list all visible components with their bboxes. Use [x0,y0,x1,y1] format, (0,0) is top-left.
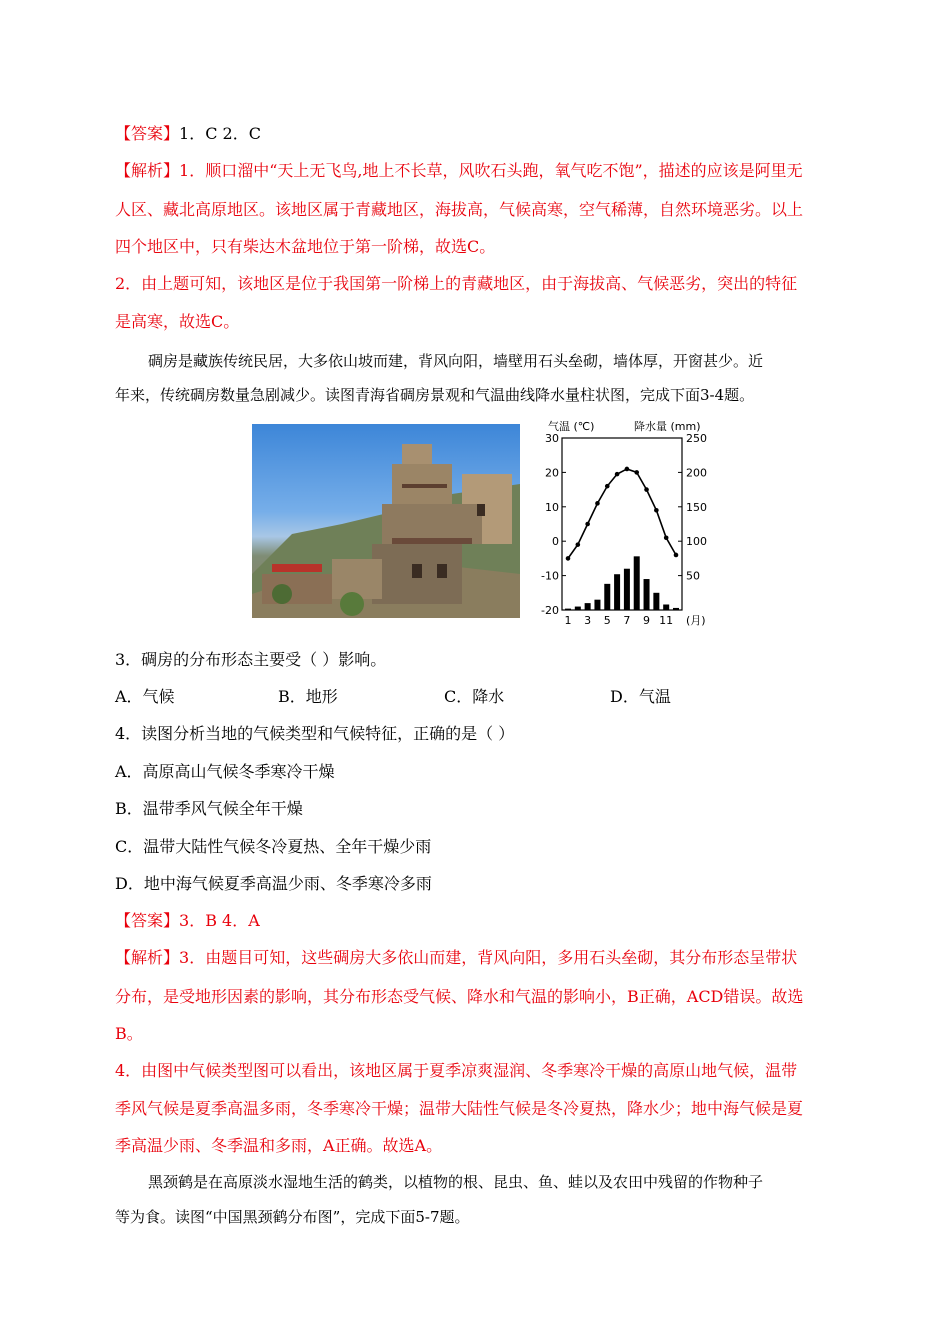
temp-tick-label: 30 [545,432,559,445]
analysis-1-line-2: 人区、藏北高原地区。该地区属于青藏地区，海拔高，气候高寒，空气稀薄，自然环境恶劣。以上 [115,200,804,219]
answer-text: 3．B 4．A [179,911,260,930]
analysis-text: 1．顺口溜中“天上无飞鸟,地上不长草，风吹石头跑，氧气吃不饱”，描述的应该是阿里无 [179,161,803,180]
analysis-2-line-4: 4．由图中气候类型图可以看出，该地区属于夏季凉爽湿润、冬季寒冷干燥的高原山地气候，温带 [115,1061,798,1080]
answer-2 [115,908,840,931]
month-tick-label: 11 [659,614,674,627]
diaofang-photo [252,424,520,618]
precipitation-bar [663,604,669,610]
temperature-point [625,467,630,472]
precipitation-bar [575,607,581,610]
temperature-point [644,487,649,492]
temperature-point [605,484,610,489]
answer-1 [115,121,840,144]
precip-tick-label: 150 [686,500,707,514]
analysis-2-line-6: 季高温少雨、冬季温和多雨，A正确。故选A。 [115,1136,443,1155]
q4-option-c[interactable]: C．温带大陆性气候冬冷夏热、全年干燥少雨 [115,837,432,856]
answer-label: 【答案】 [115,911,180,930]
x-axis-unit: (月) [686,614,706,627]
precipitation-bar [604,584,610,610]
analysis-2-line-2: 分布，是受地形因素的影响，其分布形态受气候、降水和气温的影响小，B正确，ACD错误。故选 [115,987,804,1006]
precipitation-bar [614,574,620,610]
temperature-point [664,535,669,540]
q4-option-d[interactable]: D．地中海气候夏季高温少雨、冬季寒冷多雨 [115,874,432,893]
precipitation-bar [594,600,600,610]
temperature-line [568,469,676,558]
analysis-2-line-1 [115,945,840,968]
month-tick-label: 3 [584,614,592,627]
precipitation-bar [634,556,640,610]
analysis-1-line-4: 2．由上题可知，该地区是位于我国第一阶梯上的青藏地区，由于海拔高、气候恶劣，突出的特征 [115,274,798,293]
climate-chart-svg [536,416,716,630]
question-4-stem: 4．读图分析当地的气候类型和气候特征，正确的是（ ） [115,724,515,743]
analysis-text: 3．由题目可知，这些碉房大多依山而建，背风向阳，多用石头垒砌，其分布形态呈带状 [179,948,798,967]
answer-text: 1．C 2．C [179,124,261,143]
q4-option-a[interactable]: A．高原高山气候冬季寒冷干燥 [115,762,335,781]
temp-tick-label: -20 [541,604,559,617]
precip-tick-label: 200 [686,466,707,480]
q3-option-c[interactable]: C．降水 [444,687,505,706]
temp-tick-label: -10 [541,569,559,583]
analysis-2-line-3: B。 [115,1024,143,1043]
q3-option-d[interactable]: D．气温 [610,687,671,706]
q3-option-b[interactable]: B．地形 [278,687,338,706]
month-tick-label: 1 [564,614,572,627]
q3-option-a[interactable]: A．气候 [115,687,175,706]
temp-tick-label: 10 [545,500,559,514]
climate-chart [536,416,716,630]
temp-tick-label: 0 [552,535,559,549]
analysis-label: 【解析】 [115,948,180,967]
precip-tick-label: 50 [686,569,700,583]
precipitation-bar [673,608,679,610]
intro-1-line-2: 年来，传统碉房数量急剧减少。读图青海省碉房景观和气温曲线降水量柱状图，完成下面3-4题。 [115,386,755,404]
temp-tick-label: 20 [545,466,559,480]
temperature-point [674,553,679,558]
temperature-point [576,542,581,547]
precip-axis-label: 降水量 (mm) [634,420,701,433]
precipitation-bar [565,609,571,610]
month-tick-label: 5 [603,614,611,627]
precipitation-bar [585,603,591,610]
diaofang-illustration [252,424,520,618]
precipitation-bar [653,593,659,610]
precipitation-bar [644,579,650,610]
temperature-point [566,556,571,561]
analysis-label: 【解析】 [115,161,180,180]
precipitation-bar [624,569,630,610]
temperature-point [595,501,600,506]
month-tick-label: 7 [623,614,631,627]
temperature-point [585,522,590,527]
analysis-2-line-5: 季风气候是夏季高温多雨，冬季寒冷干燥；温带大陆性气候是冬冷夏热，降水少；地中海气候是夏 [115,1099,804,1118]
temp-axis-label: 气温 (℃) [548,420,595,433]
intro-2-line-1: 黑颈鹤是在高原淡水湿地生活的鹤类，以植物的根、昆虫、鱼、蛙以及农田中残留的作物种子 [148,1173,764,1191]
plot-frame [562,438,682,610]
analysis-1-line-1 [115,158,840,181]
question-3-stem: 3．碉房的分布形态主要受（ ）影响。 [115,650,387,669]
temperature-point [654,508,659,513]
q4-option-b[interactable]: B．温带季风气候全年干燥 [115,799,303,818]
temperature-point [634,470,639,475]
precip-tick-label: 100 [686,535,707,549]
month-tick-label: 9 [643,614,651,627]
intro-1-line-1: 碉房是藏族传统民居，大多依山坡而建，背风向阳，墙壁用石头垒砌，墙体厚，开窗甚少。近 [148,352,764,370]
precip-tick-label: 250 [686,432,707,445]
intro-2-line-2: 等为食。读图“中国黑颈鹤分布图”，完成下面5-7题。 [115,1208,470,1226]
temperature-point [615,472,620,477]
analysis-1-line-5: 是高寒，故选C。 [115,312,240,331]
analysis-1-line-3: 四个地区中，只有柴达木盆地位于第一阶梯，故选C。 [115,237,496,256]
answer-label: 【答案】 [115,124,180,143]
